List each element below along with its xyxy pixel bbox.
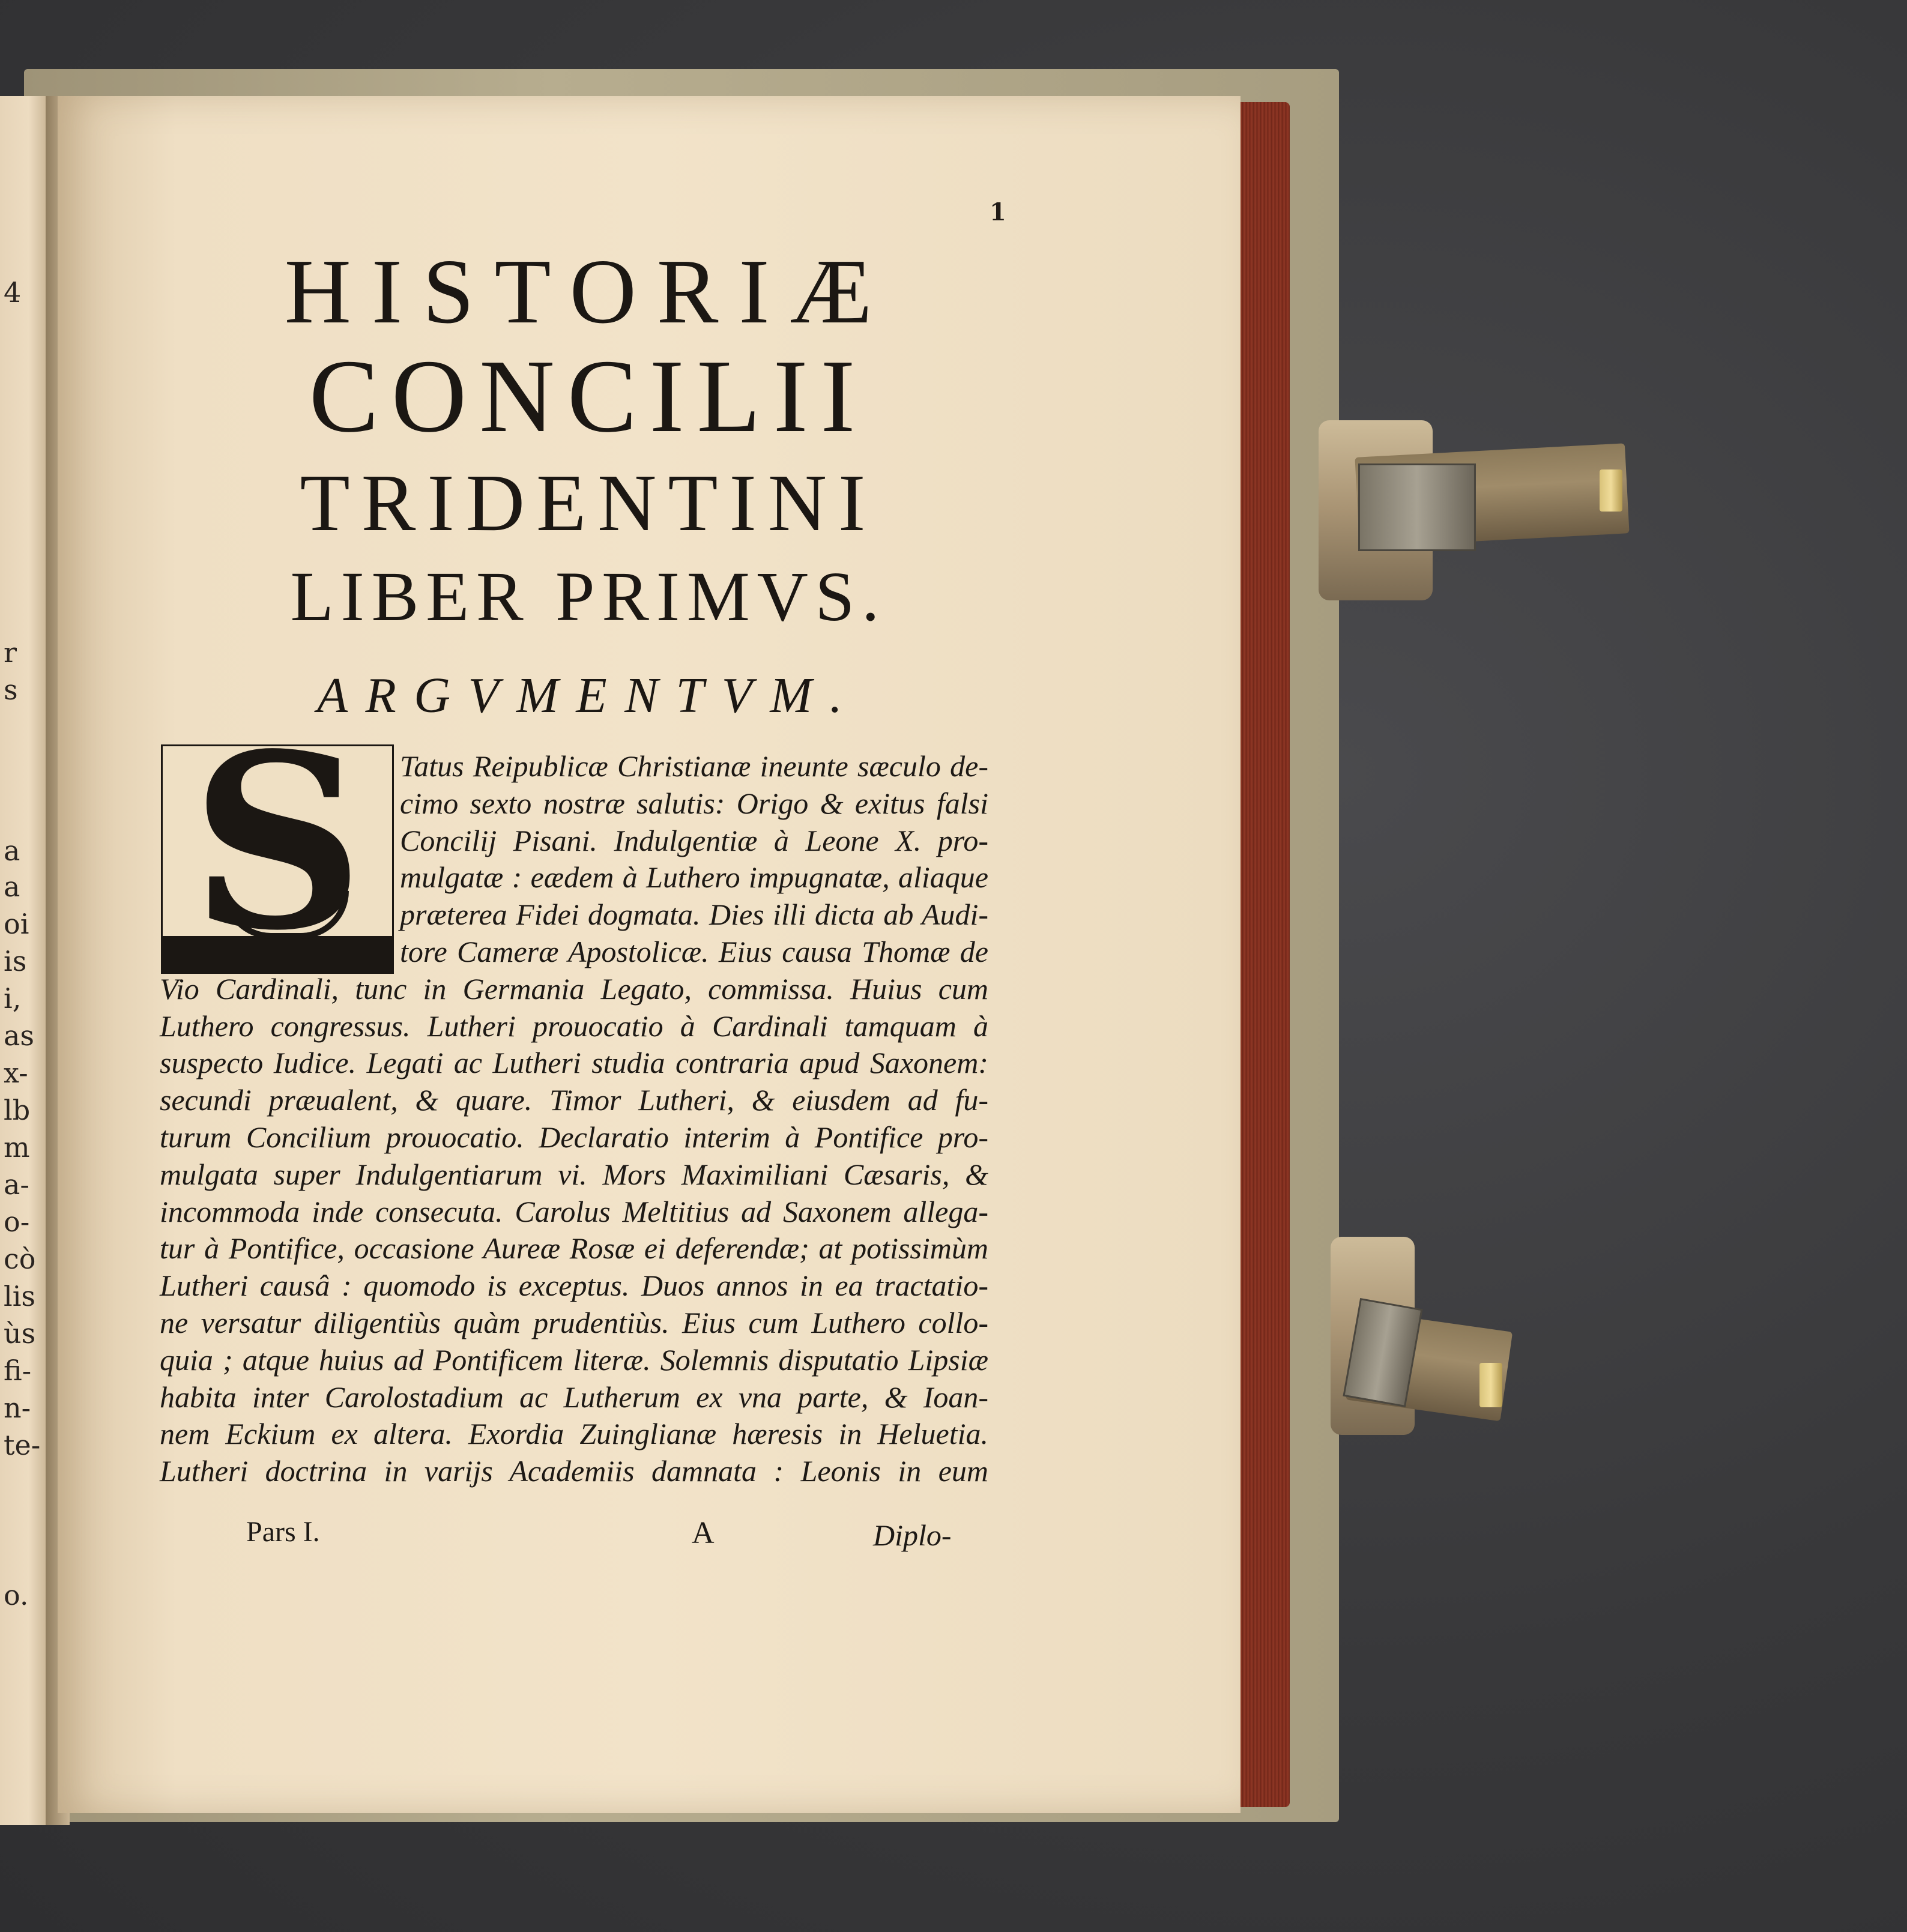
title-line-concilii: CONCILII: [309, 338, 868, 454]
body-line: ne versatur diligentiùs quàm prudentiùs. Eius cum Luthero collo-: [160, 1305, 988, 1339]
left-margin-text: a-: [4, 1168, 29, 1201]
body-line: tore Cameræ Apostolicæ. Eius causa Thomæ de: [400, 934, 988, 968]
body-line: Vio Cardinali, tunc in Germania Legato, commissa. Huius cum: [160, 971, 988, 1006]
clasp-plate-top: [1358, 463, 1476, 551]
left-margin-text: s: [4, 674, 18, 706]
body-line: cimo sexto nostræ salutis: Origo & exitus falsi: [400, 786, 988, 820]
left-margin-text: as: [4, 1019, 35, 1052]
body-line: Tatus Reipublicæ Christianæ ineunte sæculo de-: [400, 749, 988, 783]
red-page-edges: [1236, 102, 1290, 1807]
left-margin-text: r: [4, 636, 17, 669]
left-margin-text: is: [4, 945, 27, 977]
body-line: Concilij Pisani. Indulgentiæ à Leone X. pro-: [400, 823, 988, 857]
left-page-fragment: [0, 96, 48, 1825]
left-margin-text: oi: [4, 908, 29, 940]
left-margin-text: x-: [4, 1057, 28, 1089]
body-line: quia ; atque huius ad Pontificem literæ. Solemnis disputatio Lipsiæ: [160, 1342, 988, 1377]
body-line: tur à Pontifice, occasione Aureæ Rosæ ei deferendæ; at potissimùm: [160, 1231, 988, 1266]
argument-body: [160, 748, 988, 1490]
body-line: Lutheri causâ : quomodo is exceptus. Duos annos in ea tractatio-: [160, 1269, 988, 1303]
title-line-tridentini: TRIDENTINI: [300, 458, 877, 548]
body-line: mulgata super Indulgentiarum vi. Mors Maximiliani Cæsaris, &: [160, 1157, 988, 1191]
left-margin-text: i,: [4, 982, 22, 1015]
body-line: nem Eckium ex altera. Exordia Zuinglianæ hæresis in Heluetia.: [160, 1417, 988, 1451]
body-line: præterea Fidei dogmata. Dies illi dicta ab Audi-: [400, 898, 988, 932]
signature-mark: A: [692, 1516, 715, 1550]
left-margin-text: o-: [4, 1206, 30, 1238]
left-margin-text: lis: [4, 1280, 36, 1312]
left-margin-text: fi-: [4, 1354, 32, 1387]
left-margin-text: lb: [4, 1094, 31, 1126]
left-margin-text: a: [4, 871, 20, 903]
body-line: secundi præualent, & quare. Timor Lutheri, & eiusdem ad fu-: [160, 1083, 988, 1117]
left-margin-text: o.: [4, 1579, 29, 1611]
body-line: mulgatæ : eædem à Luthero impugnatæ, aliaque: [400, 860, 988, 895]
left-margin-text: n-: [4, 1392, 31, 1424]
signature-pars: Pars I.: [246, 1516, 320, 1548]
title-line-historiae: HISTORIÆ: [284, 241, 893, 343]
left-margin-text: cò: [4, 1243, 36, 1275]
left-margin-text: a: [4, 835, 20, 867]
body-line: suspecto Iudice. Legati ac Lutheri studia contraria apud Saxonem:: [160, 1046, 988, 1080]
clasp-brass-tip-bottom: [1479, 1363, 1502, 1407]
body-line: Luthero congressus. Lutheri prouocatio à Cardinali tamquam à: [160, 1009, 988, 1043]
left-margin-text: te-: [4, 1429, 41, 1461]
body-line: habita inter Carolostadium ac Lutherum ex vna parte, & Ioan-: [160, 1380, 988, 1414]
left-margin-text: 4: [4, 276, 22, 309]
body-line: Lutheri doctrina in varijs Academiis damnata : Leonis in eum: [160, 1454, 988, 1488]
argument-heading: ARGVMENTVM.: [316, 668, 860, 723]
clasp-brass-tip-top: [1600, 469, 1622, 512]
body-line: incommoda inde consecuta. Carolus Meltitius ad Saxonem allega-: [160, 1194, 988, 1228]
title-line-liber-primus: LIBER PRIMVS.: [290, 557, 887, 636]
left-margin-text: ùs: [4, 1317, 36, 1350]
left-margin-text: m: [4, 1131, 30, 1164]
body-line: turum Concilium prouocatio. Declaratio interim à Pontifice pro-: [160, 1120, 988, 1154]
page-number: 1: [990, 198, 1006, 226]
initial-letter: S: [190, 744, 364, 974]
catchword: Diplo-: [873, 1518, 952, 1552]
